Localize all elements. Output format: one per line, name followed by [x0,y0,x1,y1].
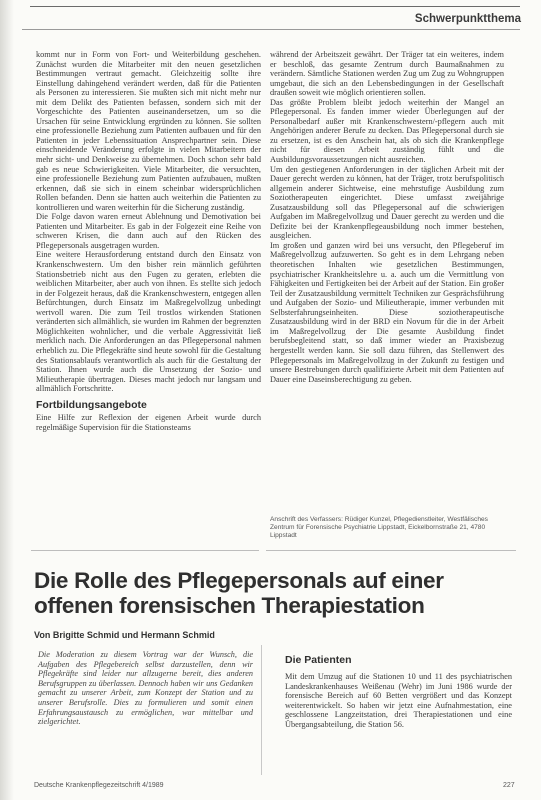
paragraph: Eine Hilfe zur Reflexion der eigenen Arbeit wurde durch regelmäßige Supervision für die Stationsteams [36,413,261,432]
footer-journal: Deutsche Krankenpflegezeitschrift 4/1989 [34,782,164,789]
header-rule-lower [22,29,520,30]
header-rule [30,6,520,7]
paragraph: Das größte Problem bleibt jedoch weiterhin der Mangel an Pflegepersonal. Es fanden immer wieder Überlegungen auf der Personalbedarf außer mit Krankenschwestern/-pflegern auch mit Angehörigen anderer Berufe zu decken. Das Pflegepersonal durch sie zu ersetzen, ist es den Anschein hat, als ob sich die Krankenpflege nicht für diesen Arbeit zuständig fühlt und die Ausbildungsvoraussetzungen nicht ausreichen. [270,97,504,165]
subheading-fortbildung: Fortbildungsangebote [36,398,147,411]
page-number: 227 [503,782,515,789]
article-body: Mit dem Umzug auf die Stationen 10 und 11 des psychiatrischen Landeskrankenhauses Weißenau (Wehr) im Juni 1986 wurde der forensische Bereich auf 60 Betten vergrößert und das Konzept weiterentwickelt. So haben wir jetzt eine Aufnahmestation, eine geschlossene Langzeitstation, drei Therapiestationen und eine Übergangsabteilung, die Station 56. [285,672,512,729]
author-address: Anschrift des Verfassers: Rüdiger Kunzel, Pflegedienstleiter, Westfälisches Zentrum für Forensische Psychiatrie Lippstadt, Eickelbornstraße 21, 4780 Lippstadt [270,516,488,540]
article-title: Die Rolle des Pflegepersonals auf einer offenen forensischen Therapiestation [34,568,444,618]
paragraph: kommt nur in Form von Fort- und Weiterbildung geschehen. Zunächst wurden die Mitarbeiter mit den neuen gesetzlichen Bestimmungen vertraut gemacht. Gleichzeitig sollte ihre Einstellung dahingehend verändert werden, daß für die Patienten als Personen zu interessieren. Sie mußten sich mit nicht mehr nur mit dem Delikt des Patienten befassen, sondern sich mit der Vorgeschichte des Patienten auseinandersetzen, um so die Ursachen für seine Entwicklung ergründen zu können. Sie sollten eine professionelle Beziehung zum Patienten aufbauen und für den Patienten in jeder Lebenssituation Ansprechpartner sein. Diese einschneidende Veränderung erfolgte in vielen Mitarbeitern der mehr sicht- und Denkweise zu übernehmen. Doch schon sehr bald gab es neue Schwierigkeiten. Viele Mitarbeiter, die versuchten, eine professionelle Beziehung zum Patienten aufzubauen, mußten erkennen, daß sie sich in einem scheinbar widersprüchlichen Rollen befanden. Denn sie hatten auch weiterhin die Patienten zu kontrollieren und waren weiterhin für die Sicherung zuständig. [36,50,261,212]
scan-edge-shadow [0,0,14,800]
section-heading-patienten: Die Patienten [285,654,352,666]
divider [31,550,259,551]
paragraph: Die Folge davon waren erneut Ablehnung und Demotivation bei Patienten und Mitarbeiter. Es gab in der Folgezeit eine Reihe von schweren Krisen, die dann auch auf den Rücken des Pflegepersonals ausgetragen wurden. [36,212,261,250]
section-header: Schwerpunktthema [414,13,521,25]
article-lead: Die Moderation zu diesem Vortrag war der Wunsch, die Aufgaben des Pflegebereich selbst darzustellen, denn wir Pflegekräfte sind leider nur allzugerne bereit, dies anderen Berufsgruppen zu überlassen. Dennoch haben wir uns Gedanken gemacht zu unserer Arbeit, zum Konzept der Station und zu unserer Berufsrolle. Dies zu formulieren und somit einen Erfahrungsaustausch zu ermöglichen, war mittelbar und zielgerichtet. [38,650,253,727]
left-column [36,50,261,432]
paragraph: Um den gestiegenen Anforderungen in der täglichen Arbeit mit der Dauer gerecht werden zu können, hat der Träger, trotz berufspolitisch allgemein anderer Sichtweise, eine mehrstufige Ausbildung zum Soziotherapeuten eingerichtet. Diese umfasst zweijährige Zusatzausbildung soll das Pflegepersonal auf die schwierigen Aufgaben im Maßregelvollzug und Dauer gerecht zu werden und die Defizite bei der Krankenpflegeausbildung noch immer bestehen, ausgleichen. [270,164,504,241]
paragraph: während der Arbeitszeit gewährt. Der Träger tat ein weiteres, indem er beschloß, das gesamte Zentrum durch Baumaßnahmen zu verändern. Sämtliche Stationen werden Zug um Zug zu Wohngruppen umgebaut, die sich an den Lebensbedingungen in der Gesellschaft draußen soweit wie möglich orientieren sollen. [270,50,504,98]
paragraph: Eine weitere Herausforderung entstand durch den Einsatz von Krankenschwestern. Um den bisher rein männlich geführten Stationsbetrieb nicht aus den Fugen zu geraten, erlebten die weiblichen Mitarbeiter, aber auch von ihnen. Es stellte sich jedoch in der Folgezeit heraus, daß die Krankenschwestern, entgegen allen Befürchtungen, durch Einsatz im Maßregelvollzug unbedingt wertvoll waren. Die zum Teil trostlos wirkenden Stationen veränderten sich allmählich, sie wurden im Rahmen der begrenzten Möglichkeiten wohnlicher, und die verbale Aggressivität ließ merklich nach. Die Anforderungen an das Pflegepersonal nahmen erheblich zu. Die Pflegekräfte sind heute sowohl für die Gestaltung des Stationsablaufs verantwortlich als auch für die Gestaltung der Station. Ihnen wurde auch die Umsetzung der Sozio- und Milieutherapie übertragen. Dieses macht jedoch nur langsam und allmählich Fortschritte. [36,250,261,394]
article-byline: Von Brigitte Schmid und Hermann Schmid [34,630,215,640]
right-column [270,50,504,384]
paragraph: Im großen und ganzen wird bei uns versucht, den Pflegeberuf im Maßregelvollzug aufzuwerten. So geht es in dem Lehrgang neben theoretischen Inhalten wie gesetzlichen Bestimmungen, psychiatrischer Krankheitslehre u. a. auch um die Vermittlung von Fähigkeiten und Fertigkeiten bei der Arbeit auf der Station. Ein großer Teil der Zusatzausbildung vermittelt Techniken zur Gesprächsführung und Aufgaben der Sozio- und Milieutherapie, immer verbunden mit Selbsterfahrungseinheiten. Diese soziotherapeutische Zusatzausbildung wird in der BRD ein Novum für die in der Arbeit im Maßregelvollzug der Die gesamte Ausbildung findet berufsbegleitend statt, so daß immer wieder an Praxisbezug hergestellt werden kann. Sie soll dazu führen, das Stellenwert des Pflegepersonals im Maßregelvollzug in der Zukunft zu festigen und unsere Bestrebungen durch qualifizierte Arbeit mit dem Patienten auf Dauer eine Daseinsberechtigung zu geben. [270,240,504,384]
divider [266,550,516,551]
